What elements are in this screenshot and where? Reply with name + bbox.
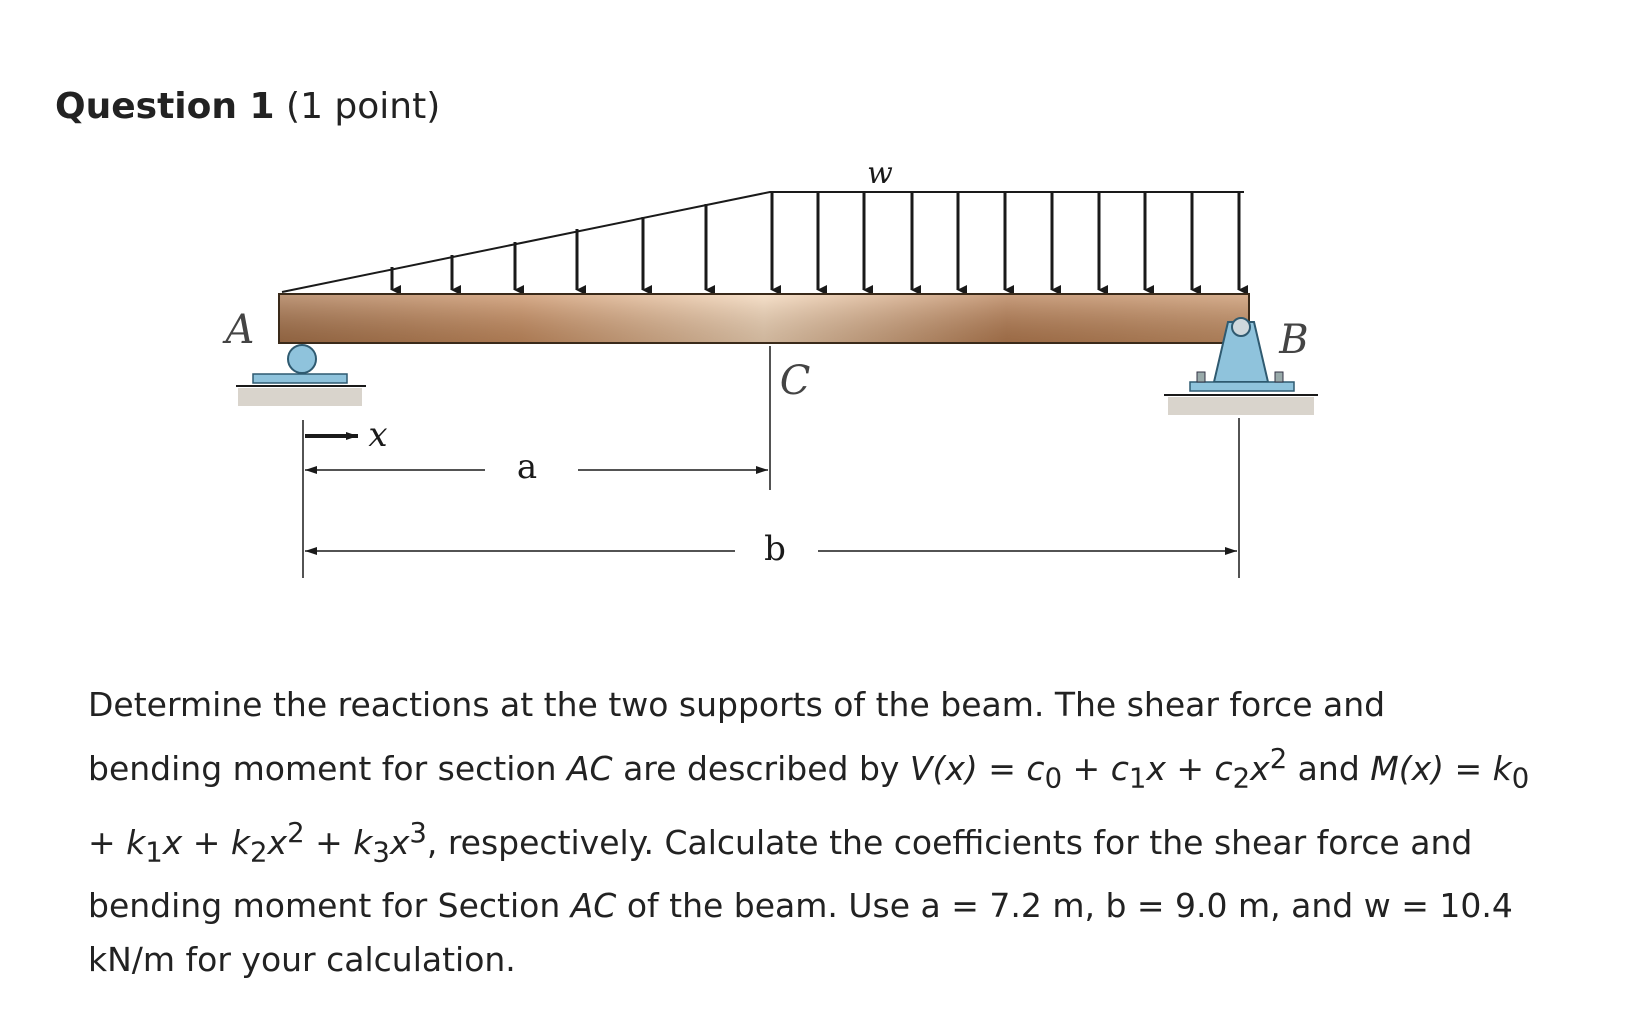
prompt-sub: 0	[1044, 762, 1063, 795]
prompt-math: x + k	[162, 822, 251, 862]
beam-shading	[280, 295, 1248, 342]
dimension-a-label: a	[516, 447, 538, 487]
prompt-text: are described by	[612, 749, 910, 788]
prompt-math: + c	[1062, 749, 1129, 788]
question-points: (1 point)	[286, 86, 441, 127]
prompt-math: AC	[566, 749, 613, 788]
ground-hatch	[238, 388, 362, 406]
prompt-math: x	[389, 822, 410, 862]
prompt-sub: 1	[145, 836, 163, 869]
prompt-math: V(x) = c	[909, 749, 1045, 788]
prompt-line	[88, 879, 1558, 933]
prompt-sup: 2	[287, 816, 305, 849]
prompt-line: kN/m for your calculation.	[88, 940, 516, 980]
prompt-line: Determine the reactions at the two supports of the beam. The shear force and	[88, 685, 1386, 724]
dimension-b-label: b	[764, 529, 786, 569]
prompt-math: x	[267, 822, 288, 862]
bolt-right	[1275, 372, 1283, 382]
prompt-math: x	[1250, 749, 1270, 788]
prompt-math: x + c	[1146, 749, 1233, 788]
question-prompt	[88, 678, 1558, 987]
prompt-text: of the beam. Use a = 7.2 m, b = 9.0 m, and w = 10.4	[616, 886, 1513, 926]
prompt-sub: 3	[372, 836, 390, 869]
prompt-sup: 3	[409, 816, 427, 849]
prompt-line	[88, 732, 1558, 806]
prompt-text: bending moment for Section	[88, 886, 571, 926]
section-c-label: C	[779, 358, 811, 404]
pin	[1232, 318, 1250, 336]
load-arrows	[392, 192, 1239, 290]
pin-base	[1190, 382, 1294, 391]
prompt-math: M(x) = k	[1370, 749, 1512, 788]
prompt-line	[88, 806, 1558, 880]
beam-diagram	[215, 150, 1405, 620]
load-label: w	[867, 156, 893, 191]
roller	[288, 345, 316, 373]
prompt-sub: 2	[1232, 762, 1251, 795]
support-b-label: B	[1279, 317, 1309, 363]
prompt-text: , respectively. Calculate the coefficients for the shear force and	[426, 822, 1473, 862]
prompt-sup: 2	[1269, 743, 1288, 775]
question-header	[55, 84, 440, 130]
roller-support-a	[236, 345, 366, 406]
support-a-label: A	[225, 307, 255, 353]
prompt-text: bending moment for section	[88, 749, 567, 788]
ground-hatch	[1168, 397, 1314, 415]
roller-plate	[253, 374, 347, 383]
prompt-sub: 0	[1511, 762, 1530, 795]
prompt-math: + k	[88, 822, 146, 862]
prompt-sub: 1	[1128, 762, 1147, 795]
question-number: Question 1	[55, 86, 275, 127]
bolt-left	[1197, 372, 1205, 382]
beam-figure	[215, 150, 1405, 620]
prompt-sub: 2	[250, 836, 268, 869]
prompt-math: AC	[570, 886, 617, 926]
prompt-math: + k	[304, 822, 373, 862]
prompt-text: and	[1287, 749, 1371, 788]
x-axis-label: x	[368, 415, 388, 455]
